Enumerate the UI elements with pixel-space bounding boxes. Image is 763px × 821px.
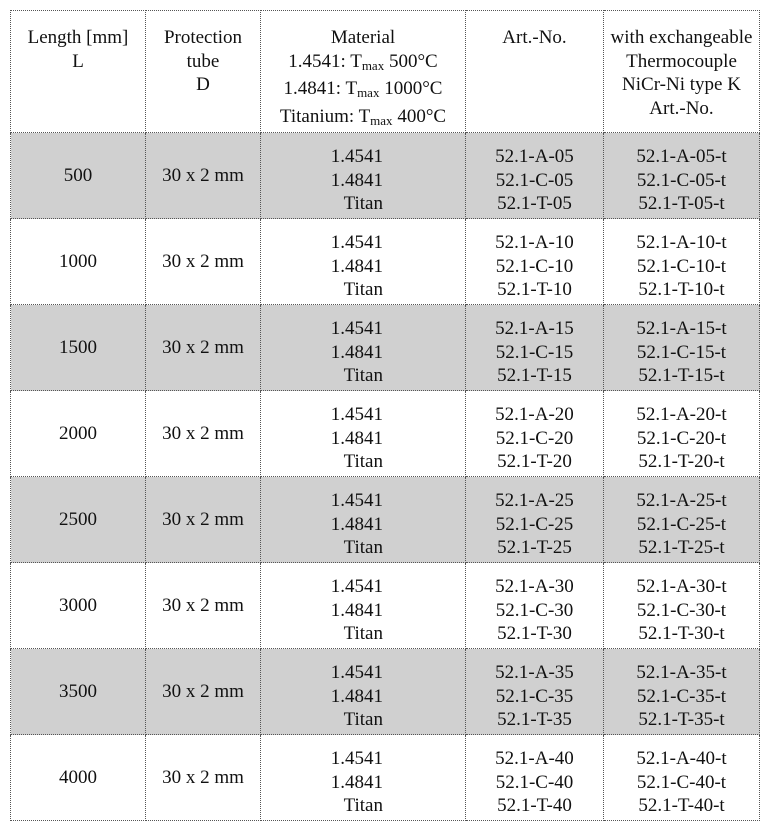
- material-value: Titan: [343, 795, 383, 817]
- art-no-list: [466, 737, 603, 818]
- art-no-thermocouple-cell: [604, 477, 760, 563]
- table-body: [11, 133, 760, 821]
- art-no-thermocouple-value: 52.1-A-25-t: [636, 490, 727, 512]
- material-list: [261, 221, 465, 302]
- header-protection-line: D: [196, 74, 210, 95]
- material-value: 1.4841: [330, 427, 383, 449]
- material-list: [261, 307, 465, 388]
- header-material-title: Material: [330, 27, 396, 48]
- table-row: [11, 133, 760, 219]
- length-cell: 500: [11, 133, 146, 219]
- material-cell: [261, 649, 466, 735]
- art-no-thermocouple-value: 52.1-T-05-t: [638, 193, 725, 215]
- length-cell: 3000: [11, 563, 146, 649]
- header-length-line: L: [72, 50, 84, 72]
- header-length: [11, 11, 146, 133]
- table-row: [11, 305, 760, 391]
- material-list: [261, 565, 465, 646]
- product-table: [10, 10, 760, 821]
- header-exchangeable-line: Thermocouple: [626, 50, 737, 72]
- art-no-value: 52.1-A-35: [495, 662, 574, 684]
- art-no-thermocouple-value: 52.1-A-40-t: [636, 748, 727, 770]
- art-no-thermocouple-value: 52.1-C-20-t: [636, 427, 727, 449]
- art-no-thermocouple-value: 52.1-T-15-t: [638, 365, 725, 387]
- header-art-no-label: Art.-No.: [502, 27, 567, 48]
- material-value: 1.4841: [330, 685, 383, 707]
- art-no-value: 52.1-A-30: [495, 576, 574, 598]
- material-value: Titan: [343, 365, 383, 387]
- header-exchangeable: [604, 11, 760, 133]
- art-no-thermocouple-cell: [604, 735, 760, 821]
- material-value: Titan: [343, 709, 383, 731]
- art-no-thermocouple-value: 52.1-T-20-t: [638, 451, 725, 473]
- art-no-thermocouple-value: 52.1-C-40-t: [636, 771, 727, 793]
- art-no-value: 52.1-T-10: [497, 279, 572, 301]
- tube-cell: 30 x 2 mm: [146, 391, 261, 477]
- header-exchangeable-line: Art.-No.: [649, 97, 714, 119]
- art-no-value: 52.1-A-25: [495, 490, 574, 512]
- header-material-line: Titanium: $T_{max}$ 400°C: [279, 105, 447, 128]
- header-material: [261, 11, 466, 133]
- art-no-thermocouple-cell: [604, 563, 760, 649]
- material-value: Titan: [343, 451, 383, 473]
- art-no-thermocouple-cell: [604, 305, 760, 391]
- tube-cell: 30 x 2 mm: [146, 563, 261, 649]
- material-value: 1.4841: [330, 255, 383, 277]
- tube-cell: 30 x 2 mm: [146, 219, 261, 305]
- header-protection-line: Protection: [163, 27, 243, 48]
- art-no-thermocouple-value: 52.1-C-30-t: [636, 599, 727, 621]
- art-no-thermocouple-value: 52.1-T-10-t: [638, 279, 725, 301]
- art-no-thermocouple-value: 52.1-T-40-t: [638, 795, 725, 817]
- art-no-thermocouple-cell: [604, 649, 760, 735]
- header-protection-line: tube: [186, 50, 220, 72]
- art-no-thermocouple-cell: [604, 219, 760, 305]
- header-material-line: 1.4541: $T_{max}$ 500°C: [288, 50, 438, 73]
- art-no-value: 52.1-A-05: [495, 146, 574, 168]
- table-row: [11, 735, 760, 821]
- art-no-value: 52.1-C-40: [495, 771, 574, 793]
- header-material-line: 1.4841: $T_{max}$ 1000°C: [283, 78, 443, 100]
- art-no-list: [466, 479, 603, 560]
- material-value: 1.4541: [330, 232, 383, 254]
- length-cell: 1000: [11, 219, 146, 305]
- material-list: [261, 651, 465, 732]
- material-cell: [261, 305, 466, 391]
- header-exchangeable-line: NiCr-Ni type K: [622, 74, 741, 95]
- table-row: [11, 649, 760, 735]
- material-list: [261, 393, 465, 474]
- table-row: [11, 219, 760, 305]
- art-no-value: 52.1-T-25: [497, 537, 572, 559]
- material-list: [261, 135, 465, 216]
- art-no-thermocouple-value: 52.1-A-10-t: [636, 232, 727, 254]
- art-no-thermocouple-list: [604, 393, 759, 474]
- art-no-thermocouple-value: 52.1-C-10-t: [636, 255, 727, 277]
- material-value: 1.4541: [330, 490, 383, 512]
- art-no-list: [466, 565, 603, 646]
- art-no-thermocouple-value: 52.1-A-30-t: [636, 576, 727, 598]
- art-no-value: 52.1-C-30: [495, 599, 574, 621]
- length-cell: 2500: [11, 477, 146, 563]
- art-no-thermocouple-value: 52.1-C-05-t: [636, 169, 727, 191]
- table-row: [11, 391, 760, 477]
- art-no-cell: [466, 219, 604, 305]
- art-no-thermocouple-cell: [604, 133, 760, 219]
- tube-cell: 30 x 2 mm: [146, 305, 261, 391]
- art-no-thermocouple-list: [604, 737, 759, 818]
- length-cell: 1500: [11, 305, 146, 391]
- material-value: 1.4541: [330, 748, 383, 770]
- art-no-thermocouple-list: [604, 135, 759, 216]
- tube-cell: 30 x 2 mm: [146, 133, 261, 219]
- art-no-value: 52.1-T-15: [497, 365, 572, 387]
- art-no-value: 52.1-T-40: [497, 795, 572, 817]
- art-no-cell: [466, 305, 604, 391]
- material-value: Titan: [343, 623, 383, 645]
- art-no-value: 52.1-C-20: [495, 427, 574, 449]
- material-value: 1.4541: [330, 662, 383, 684]
- art-no-list: [466, 651, 603, 732]
- material-value: 1.4541: [330, 404, 383, 426]
- material-value: 1.4841: [330, 169, 383, 191]
- art-no-cell: [466, 133, 604, 219]
- art-no-list: [466, 221, 603, 302]
- material-value: Titan: [343, 193, 383, 215]
- art-no-value: 52.1-C-05: [495, 169, 574, 191]
- art-no-cell: [466, 477, 604, 563]
- art-no-thermocouple-list: [604, 479, 759, 560]
- art-no-thermocouple-cell: [604, 391, 760, 477]
- art-no-thermocouple-value: 52.1-T-35-t: [638, 709, 725, 731]
- material-value: 1.4541: [330, 146, 383, 168]
- material-cell: [261, 219, 466, 305]
- material-cell: [261, 133, 466, 219]
- material-value: 1.4541: [330, 576, 383, 598]
- material-cell: [261, 391, 466, 477]
- art-no-cell: [466, 563, 604, 649]
- material-cell: [261, 477, 466, 563]
- art-no-value: 52.1-T-30: [497, 623, 572, 645]
- table-row: [11, 477, 760, 563]
- art-no-cell: [466, 735, 604, 821]
- material-list: [261, 479, 465, 560]
- art-no-thermocouple-value: 52.1-T-30-t: [638, 623, 725, 645]
- material-value: 1.4841: [330, 599, 383, 621]
- art-no-cell: [466, 649, 604, 735]
- art-no-thermocouple-value: 52.1-A-05-t: [636, 146, 727, 168]
- material-list: [261, 737, 465, 818]
- material-value: 1.4841: [330, 513, 383, 535]
- art-no-list: [466, 307, 603, 388]
- art-no-thermocouple-value: 52.1-T-25-t: [638, 537, 725, 559]
- header-row: [11, 11, 760, 133]
- art-no-list: [466, 135, 603, 216]
- tube-cell: 30 x 2 mm: [146, 735, 261, 821]
- art-no-thermocouple-list: [604, 307, 759, 388]
- header-art-no: [466, 11, 604, 133]
- material-value: Titan: [343, 279, 383, 301]
- art-no-value: 52.1-A-15: [495, 318, 574, 340]
- art-no-value: 52.1-A-40: [495, 748, 574, 770]
- material-value: 1.4841: [330, 771, 383, 793]
- art-no-thermocouple-list: [604, 651, 759, 732]
- art-no-thermocouple-value: 52.1-A-35-t: [636, 662, 727, 684]
- art-no-value: 52.1-C-25: [495, 513, 574, 535]
- art-no-value: 52.1-C-10: [495, 255, 574, 277]
- art-no-thermocouple-list: [604, 565, 759, 646]
- header-protection-tube: [146, 11, 261, 133]
- art-no-value: 52.1-A-10: [495, 232, 574, 254]
- material-value: 1.4541: [330, 318, 383, 340]
- art-no-cell: [466, 391, 604, 477]
- table-row: [11, 563, 760, 649]
- length-cell: 3500: [11, 649, 146, 735]
- art-no-thermocouple-value: 52.1-A-15-t: [636, 318, 727, 340]
- art-no-value: 52.1-A-20: [495, 404, 574, 426]
- material-value: Titan: [343, 537, 383, 559]
- material-value: 1.4841: [330, 341, 383, 363]
- length-cell: 4000: [11, 735, 146, 821]
- material-cell: [261, 735, 466, 821]
- art-no-thermocouple-list: [604, 221, 759, 302]
- material-cell: [261, 563, 466, 649]
- tube-cell: 30 x 2 mm: [146, 477, 261, 563]
- tube-cell: 30 x 2 mm: [146, 649, 261, 735]
- art-no-thermocouple-value: 52.1-A-20-t: [636, 404, 727, 426]
- header-exchangeable-line: with exchangeable: [610, 27, 753, 48]
- art-no-thermocouple-value: 52.1-C-35-t: [636, 685, 727, 707]
- art-no-list: [466, 393, 603, 474]
- art-no-value: 52.1-C-35: [495, 685, 574, 707]
- art-no-value: 52.1-C-15: [495, 341, 574, 363]
- length-cell: 2000: [11, 391, 146, 477]
- art-no-value: 52.1-T-05: [497, 193, 572, 215]
- art-no-value: 52.1-T-20: [497, 451, 572, 473]
- header-length-line: Length [mm]: [27, 27, 129, 48]
- art-no-thermocouple-value: 52.1-C-15-t: [636, 341, 727, 363]
- art-no-thermocouple-value: 52.1-C-25-t: [636, 513, 727, 535]
- art-no-value: 52.1-T-35: [497, 709, 572, 731]
